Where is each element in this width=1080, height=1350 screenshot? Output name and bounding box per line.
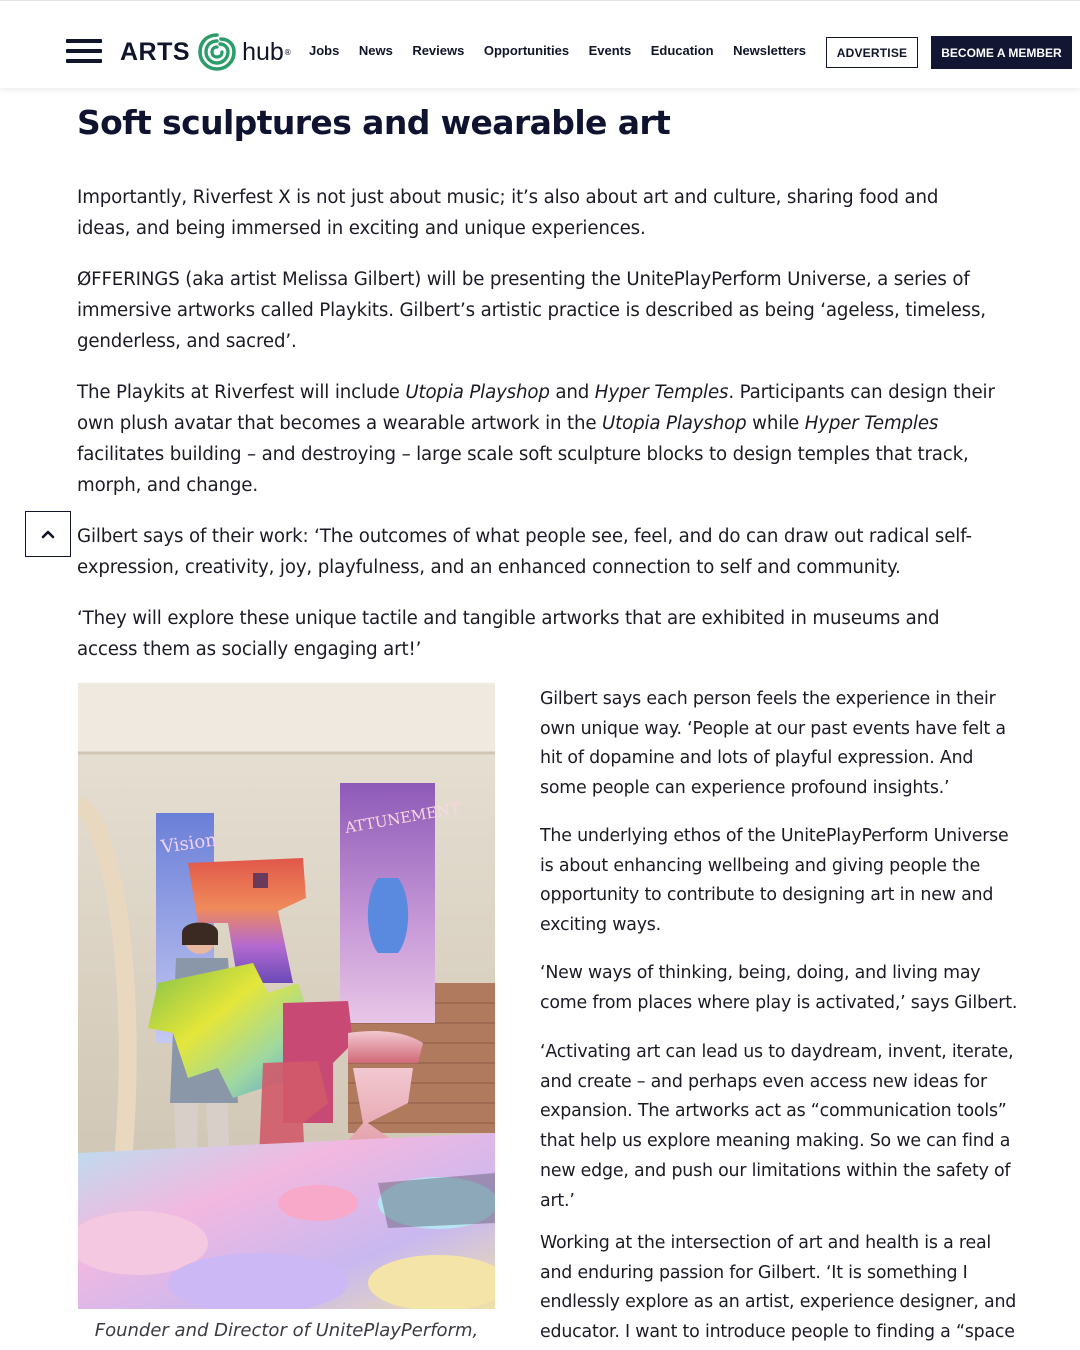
p3-text: and [549, 382, 595, 403]
p3-title-hyper-temples: Hyper Temples [804, 413, 939, 434]
advertise-button[interactable]: ADVERTISE [826, 37, 918, 68]
scroll-to-top-button[interactable] [25, 511, 71, 557]
column-paragraph-5: Working at the intersection of art and health is a real and enduring passion for Gilbert. ‘It is something I endlessly explore as an artist, experience designer, and educator. I want to introduce people to finding a “space [540, 1233, 1017, 1343]
menu-icon[interactable] [66, 39, 102, 63]
main-nav [309, 43, 826, 58]
artshub-logo[interactable] [120, 31, 292, 73]
become-member-button[interactable]: BECOME A MEMBER [931, 36, 1072, 69]
article-paragraph-2: ØFFERINGS (aka artist Melissa Gilbert) will be presenting the UnitePlayPerform Universe, a series of immersive artworks called Playkits. Gilbert’s artistic practice is described as being ‘ageless, timeless, genderless, and sacred’. [77, 269, 986, 352]
article-photo [78, 683, 495, 1309]
article-paragraph-4: Gilbert says of their work: ‘The outcomes of what people see, feel, and do can draw out radical self-expression, creativity, joy, playfulness, and an enhanced connection to self and community. [77, 526, 972, 578]
nav-reviews[interactable]: Reviews [412, 43, 465, 58]
p3-title-hyper-temples: Hyper Temples [594, 382, 729, 403]
nav-education[interactable]: Education [650, 43, 714, 58]
column-paragraph-3: ‘New ways of thinking, being, doing, and living may come from places where play is activated,’ says Gilbert. [540, 963, 1018, 1013]
section-headline: Soft sculptures and wearable art [77, 103, 671, 142]
logo-text-arts: ARTS [120, 37, 191, 66]
logo-text-hub: hub [242, 37, 284, 66]
nav-events[interactable]: Events [588, 43, 632, 58]
article-paragraph-5: ‘They will explore these unique tactile and tangible artworks that are exhibited in museums and access them as socially engaging art!’ [77, 608, 940, 660]
p3-text: The Playkits at Riverfest will include [77, 382, 406, 403]
nav-jobs[interactable]: Jobs [309, 43, 340, 58]
nav-newsletters[interactable]: Newsletters [733, 43, 807, 58]
column-paragraph-4: ‘Activating art can lead us to daydream, invent, iterate, and create – and perhaps even access new ideas for expansion. The artworks act as “communication tools” that help us explore meaning making. So we can find a new edge, and push our limitations within the safety of art.’ [540, 1042, 1014, 1211]
chevron-up-icon [40, 528, 56, 540]
banner-text-right: ATTUNEMENT [343, 798, 462, 837]
logo-swirl-icon [196, 31, 238, 73]
column-paragraph-1: Gilbert says each person feels the experience in their own unique way. ‘People at our past events have felt a hit of dopamine and lots of playful expression. And some people can experience profound insights.’ [540, 689, 1006, 799]
p3-text: facilitates building – and destroying – large scale soft sculpture blocks to design temples that track, morph, and change. [77, 444, 969, 496]
article-paragraph-3 [77, 377, 997, 501]
nav-news[interactable]: News [358, 43, 393, 58]
photo-caption: Founder and Director of UnitePlayPerform, [94, 1320, 479, 1341]
p3-title-utopia-playshop: Utopia Playshop [405, 382, 550, 403]
logo-registered-mark: ® [283, 47, 292, 57]
column-paragraph-2: The underlying ethos of the UnitePlayPerform Universe is about enhancing wellbeing and giving people the opportunity to contribute to designing art in new and exciting ways. [540, 826, 1009, 936]
playkits-installation-image [78, 683, 495, 1309]
site-header [0, 0, 1080, 88]
article-paragraph-1: Importantly, Riverfest X is not just about music; it’s also about art and culture, sharing food and ideas, and being immersed in exciting and unique experiences. [77, 187, 939, 239]
p3-text: while [746, 413, 805, 434]
p3-text: . Participants can design their own plush avatar that becomes a wearable artwork in the [77, 382, 995, 434]
p3-title-utopia-playshop: Utopia Playshop [602, 413, 747, 434]
nav-opportunities[interactable]: Opportunities [483, 43, 570, 58]
banner-text-left: Vision [159, 829, 219, 858]
